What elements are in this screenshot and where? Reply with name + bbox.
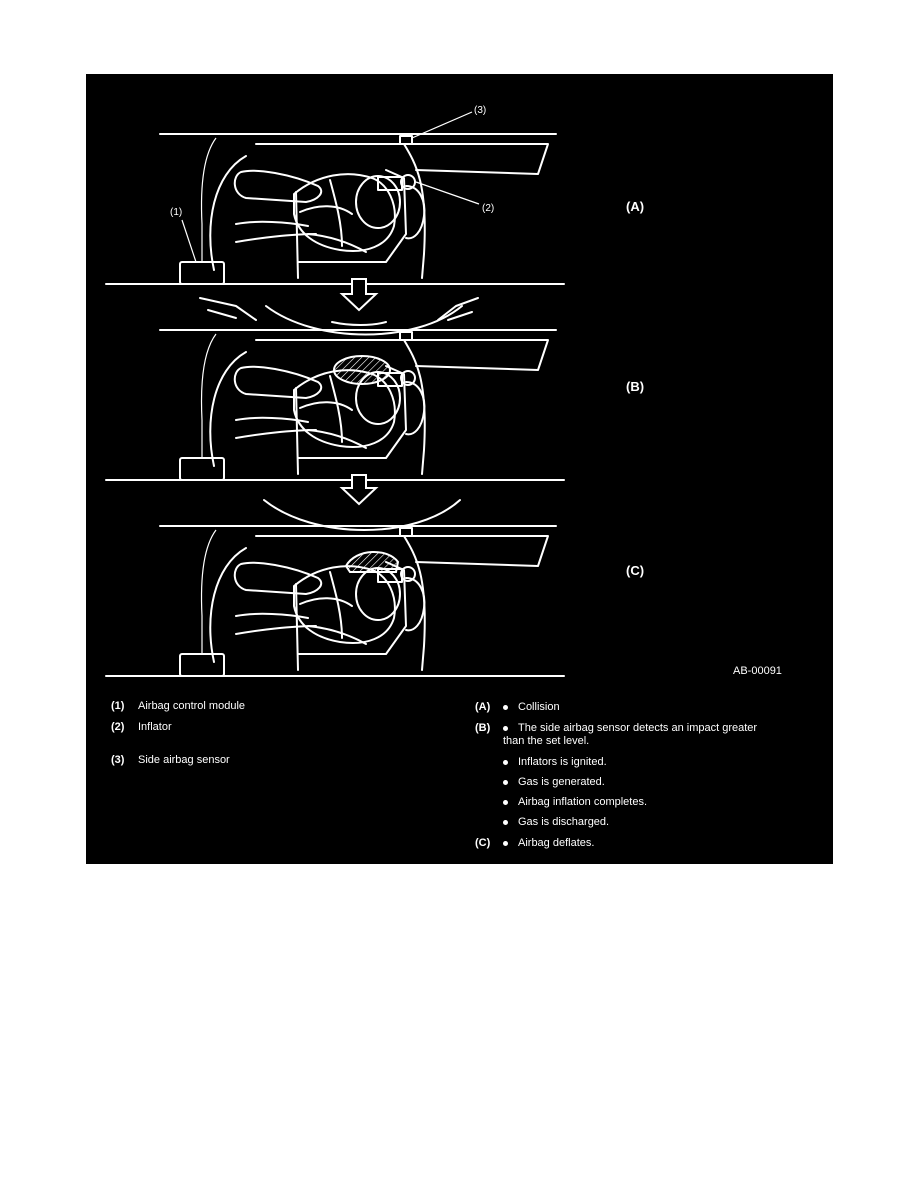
legend-stage-key: (A) bbox=[475, 701, 491, 713]
legend-part-text: Airbag control module bbox=[138, 700, 246, 712]
legend-stage-key: (C) bbox=[475, 837, 491, 849]
leader-line-2 bbox=[416, 182, 479, 204]
legend-part-text: Inflator bbox=[138, 721, 172, 733]
stage-b-label: (B) bbox=[626, 379, 645, 394]
legend-stage-b-line2: than the set level. bbox=[503, 735, 590, 747]
legend-part-text: Side airbag sensor bbox=[138, 754, 230, 766]
stage-c-illustration bbox=[106, 526, 564, 676]
stage-a-label: (A) bbox=[626, 199, 645, 214]
legend-stage-item: Inflators is ignited. bbox=[518, 756, 607, 768]
inflated-airbag bbox=[334, 356, 390, 384]
callout-2-label: (2) bbox=[482, 203, 495, 214]
legend-stage-item: Airbag deflates. bbox=[518, 837, 595, 849]
legend-stage-key: (B) bbox=[475, 722, 491, 734]
legend-stage-b-line1: The side airbag sensor detects an impact greater bbox=[518, 722, 758, 734]
bullet-icon bbox=[503, 820, 508, 825]
figure-code: AB-00091 bbox=[733, 665, 782, 677]
legend-stage-item: Airbag inflation completes. bbox=[518, 796, 648, 808]
bullet-icon bbox=[503, 705, 508, 710]
callout-1-label: (1) bbox=[170, 207, 183, 218]
callout-3-label: (3) bbox=[474, 105, 487, 116]
leader-line-1 bbox=[182, 220, 196, 262]
legend-part-key: (2) bbox=[111, 721, 125, 733]
legend-part-key: (3) bbox=[111, 754, 125, 766]
bullet-icon bbox=[503, 760, 508, 765]
diagram-panel bbox=[86, 74, 833, 864]
deflated-airbag bbox=[346, 552, 398, 572]
bullet-icon bbox=[503, 841, 508, 846]
legend-stage-item: Collision bbox=[518, 701, 560, 713]
stage-c-label: (C) bbox=[626, 563, 645, 578]
airbag-operation-illustration bbox=[86, 74, 833, 864]
bullet-icon bbox=[503, 726, 508, 731]
bullet-icon bbox=[503, 780, 508, 785]
legend-stage-item: Gas is discharged. bbox=[518, 816, 610, 828]
legend-stage-item: Gas is generated. bbox=[518, 776, 605, 788]
stage-b-illustration bbox=[106, 330, 564, 480]
bullet-icon bbox=[503, 800, 508, 805]
legend-part-key: (1) bbox=[111, 700, 125, 712]
